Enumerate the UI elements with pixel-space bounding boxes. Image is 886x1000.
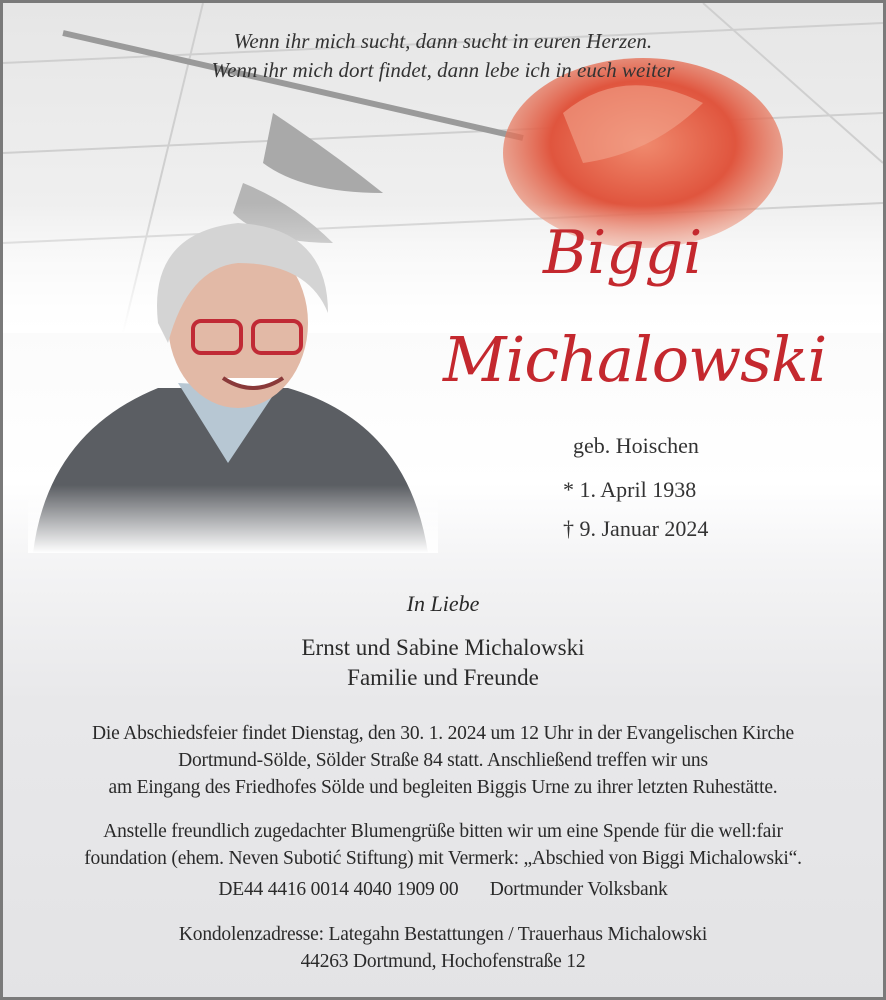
bank-info	[3, 876, 883, 903]
condolence-address	[3, 921, 883, 975]
donation-line: Anstelle freundlich zugedachter Blumengrüße bitten wir um eine Spende für die well:fair	[103, 821, 783, 842]
birth-date: * 1. April 1938	[563, 477, 697, 502]
last-name: Michalowski	[443, 323, 827, 396]
ceremony-line: Dortmund-Sölde, Sölder Straße 84 statt. Anschließend treffen wir uns	[178, 750, 708, 771]
mourner-line: Ernst und Sabine Michalowski	[301, 635, 585, 660]
mourner-line: Familie und Freunde	[347, 665, 539, 690]
death-date: † 9. Januar 2024	[563, 516, 709, 541]
mourners	[3, 633, 883, 693]
donation-line: foundation (ehem. Neven Subotić Stiftung) mit Vermerk: „Abschied von Biggi Michalowski“.	[84, 848, 802, 869]
donation-info	[3, 818, 883, 872]
ceremony-line: Die Abschiedsfeier findet Dienstag, den 30. 1. 2024 um 12 Uhr in der Evangelischen Kirche	[92, 723, 794, 744]
ceremony-line: am Eingang des Friedhofes Sölde und begleiten Biggis Urne zu ihrer letzten Ruhestätte.	[108, 777, 778, 798]
ceremony-info	[3, 720, 883, 801]
first-name: Biggi	[543, 218, 703, 288]
mourners-intro: In Liebe	[406, 591, 480, 616]
birth-name: geb. Hoischen	[573, 433, 699, 458]
iban: DE44 4416 0014 4040 1909 00	[218, 879, 459, 900]
motto-line: Wenn ihr mich dort findet, dann lebe ich in euch weiter	[211, 58, 675, 82]
motto-line: Wenn ihr mich sucht, dann sucht in euren Herzen.	[233, 29, 653, 53]
condolence-line: 44263 Dortmund, Hochofenstraße 12	[300, 951, 586, 972]
bank-name: Dortmunder Volksbank	[489, 879, 668, 900]
condolence-line: Kondolenzadresse: Lategahn Bestattungen / Trauerhaus Michalowski	[178, 924, 708, 945]
portrait-photo	[28, 213, 438, 553]
motto	[3, 27, 883, 85]
